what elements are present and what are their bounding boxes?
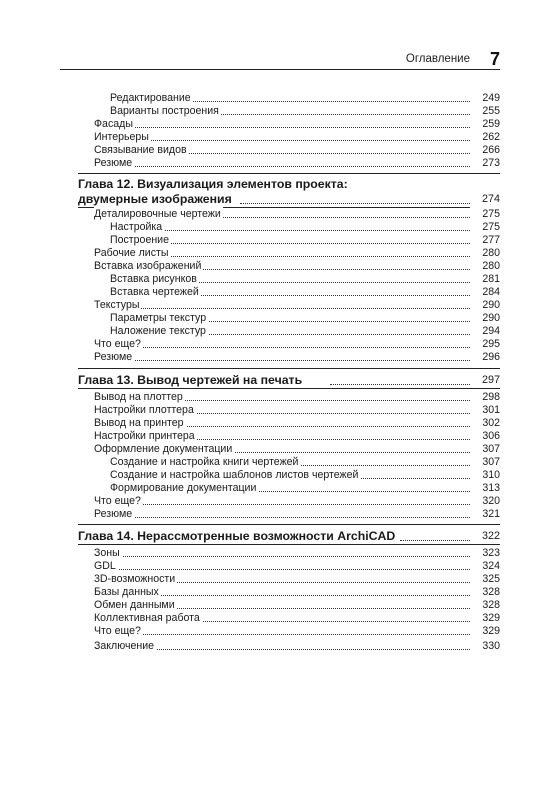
- toc-entry-page: 275: [470, 207, 500, 221]
- toc-entry[interactable]: [0, 298, 560, 312]
- toc-entry-label: Резюме: [94, 157, 133, 169]
- toc-entry[interactable]: [0, 572, 560, 586]
- toc-entry-label: Что еще?: [94, 495, 141, 507]
- toc-entry-label: Резюме: [94, 351, 133, 363]
- toc-entry[interactable]: [0, 611, 560, 625]
- toc-entry-page: 301: [470, 403, 500, 417]
- chapter-divider: [78, 173, 500, 174]
- toc-entry[interactable]: [0, 207, 560, 221]
- toc-entry-label: Построение: [110, 234, 169, 246]
- toc-entry-page: 296: [470, 350, 500, 364]
- toc-entry-label: Наложение текстур: [110, 325, 206, 337]
- running-head: [60, 51, 500, 70]
- toc-entry-label: Параметры текстур: [110, 312, 207, 324]
- toc-entry-page: 277: [470, 233, 500, 247]
- toc-entry-label: Интерьеры: [94, 131, 149, 143]
- toc-entry[interactable]: [0, 455, 560, 469]
- toc-entry-page: 290: [470, 311, 500, 325]
- toc-entry-label: Настройка: [110, 221, 163, 233]
- toc-entry[interactable]: [0, 337, 560, 351]
- toc-entry[interactable]: [0, 91, 560, 105]
- chapter-title-line: Глава 13. Вывод чертежей на печать: [78, 373, 303, 387]
- dot-leader: [400, 540, 472, 541]
- toc-entry[interactable]: [0, 220, 560, 234]
- toc-entry-page: 310: [470, 468, 500, 482]
- toc-entry-page: 266: [470, 143, 500, 157]
- toc-entry-page: 328: [470, 585, 500, 599]
- chapter-divider: [78, 368, 500, 369]
- toc-entry-label: Вывод на плоттер: [94, 391, 183, 403]
- toc-entry-page: 306: [470, 429, 500, 443]
- toc-entry[interactable]: [0, 259, 560, 273]
- toc-entry-page: 294: [470, 324, 500, 338]
- toc-entry-label: Коллективная работа: [94, 612, 200, 624]
- chapter-divider: [78, 388, 500, 389]
- dot-leader: [94, 347, 472, 348]
- toc-entry-page: 262: [470, 130, 500, 144]
- dot-leader: [240, 203, 472, 204]
- toc-entry[interactable]: [0, 324, 560, 338]
- toc-entry-label: Рабочие листы: [94, 247, 169, 259]
- toc-entry[interactable]: [0, 585, 560, 599]
- toc-entry[interactable]: [0, 598, 560, 612]
- chapter-page: 297: [470, 372, 500, 388]
- toc-entry-page: 329: [470, 624, 500, 638]
- toc-entry-page: 259: [470, 117, 500, 131]
- dot-leader: [94, 166, 472, 167]
- toc-entry[interactable]: [0, 233, 560, 247]
- dot-leader: [94, 556, 472, 557]
- toc-entry-page: 281: [470, 272, 500, 286]
- dot-leader: [94, 504, 472, 505]
- toc-entry[interactable]: [0, 143, 560, 157]
- toc-entry-page: 273: [470, 156, 500, 170]
- toc-entry-label: Связывание видов: [94, 144, 187, 156]
- toc-entry-label: Что еще?: [94, 338, 141, 350]
- toc-entry-page: 280: [470, 259, 500, 273]
- toc-entry[interactable]: [0, 494, 560, 508]
- toc-entry-page: 324: [470, 559, 500, 573]
- toc-entry-label: Что еще?: [94, 625, 141, 637]
- toc-entry[interactable]: [0, 468, 560, 482]
- toc-entry[interactable]: [0, 481, 560, 495]
- chapter-title-line: Глава 14. Нерассмотренные возможности ArchiCAD: [78, 529, 396, 543]
- page-number: 7: [489, 49, 500, 69]
- dot-leader: [94, 308, 472, 309]
- toc-entry-page: 328: [470, 598, 500, 612]
- toc-entry[interactable]: [0, 429, 560, 443]
- toc-entry-page: 295: [470, 337, 500, 351]
- toc-entry[interactable]: [0, 403, 560, 417]
- toc-entry-page: 302: [470, 416, 500, 430]
- dot-leader: [94, 517, 472, 518]
- dot-leader: [330, 384, 472, 385]
- toc-entry-label: Вывод на принтер: [94, 417, 184, 429]
- toc-entry-label: Резюме: [94, 508, 133, 520]
- chapter-page: 274: [470, 191, 500, 207]
- chapter-divider: [78, 544, 500, 545]
- dot-leader: [94, 634, 472, 635]
- toc-entry-page: 325: [470, 572, 500, 586]
- toc-entry-label: Вставка изображений: [94, 260, 202, 272]
- toc-entry-label: Текстуры: [94, 299, 140, 311]
- toc-entry-label: Создание и настройка книги чертежей: [110, 456, 299, 468]
- toc-entry-label: Базы данных: [94, 586, 159, 598]
- toc-entry[interactable]: [0, 117, 560, 131]
- toc-entry-page: 298: [470, 390, 500, 404]
- chapter-page: 322: [470, 528, 500, 544]
- toc-entry[interactable]: [0, 104, 560, 118]
- toc-entry-label: Фасады: [94, 118, 133, 130]
- toc-entry-label: Настройки плоттера: [94, 404, 194, 416]
- toc-entry[interactable]: [0, 442, 560, 456]
- chapter-title-line: Глава 12. Визуализация элементов проекта:: [78, 177, 348, 191]
- dot-leader: [94, 127, 472, 128]
- running-head-title: Оглавление: [405, 53, 470, 65]
- toc-entry-page: 275: [470, 220, 500, 234]
- toc-entry-page: 330: [470, 639, 500, 653]
- chapter-title-line: двумерные изображения: [78, 192, 232, 206]
- toc-entry-label: Деталировочные чертежи: [94, 208, 221, 220]
- toc-entry[interactable]: [0, 390, 560, 404]
- toc-entry-label: Варианты построения: [110, 105, 219, 117]
- toc-entry-label: Редактирование: [110, 92, 191, 104]
- toc-entry-page: 329: [470, 611, 500, 625]
- toc-entry[interactable]: [0, 246, 560, 260]
- toc-entry-conclusion[interactable]: [0, 639, 560, 653]
- chapter-divider: [78, 524, 500, 525]
- toc-entry-page: 280: [470, 246, 500, 260]
- toc-entry-page: 320: [470, 494, 500, 508]
- toc-entry[interactable]: [0, 156, 560, 170]
- toc-entry-page: 290: [470, 298, 500, 312]
- toc-entry-label: Оформление документации: [94, 443, 233, 455]
- toc-entry-page: 321: [470, 507, 500, 521]
- toc-entry-page: 307: [470, 442, 500, 456]
- toc-entry-label: Вставка чертежей: [110, 286, 199, 298]
- toc-entry[interactable]: [0, 350, 560, 364]
- toc-entry[interactable]: [0, 311, 560, 325]
- toc-entry[interactable]: [0, 546, 560, 560]
- toc-entry-label: Формирование документации: [110, 482, 257, 494]
- toc-entry-page: 323: [470, 546, 500, 560]
- toc-entry-label: Настройки принтера: [94, 430, 195, 442]
- dot-leader: [94, 569, 472, 570]
- toc-entry[interactable]: [0, 507, 560, 521]
- toc-entry[interactable]: [0, 130, 560, 144]
- dot-leader: [94, 360, 472, 361]
- toc-entry[interactable]: [0, 285, 560, 299]
- toc-entry-label: Зоны: [94, 547, 120, 559]
- toc-entry[interactable]: [0, 624, 560, 638]
- toc-entry-label: Создание и настройка шаблонов листов чертежей: [110, 469, 359, 481]
- toc-entry-label: Заключение: [94, 640, 155, 652]
- dot-leader: [110, 230, 472, 231]
- toc-entry[interactable]: [0, 559, 560, 573]
- toc-entry-page: 255: [470, 104, 500, 118]
- toc-entry-label: Вставка рисунков: [110, 273, 197, 285]
- toc-entry[interactable]: [0, 272, 560, 286]
- toc-entry[interactable]: [0, 416, 560, 430]
- toc-entry-page: 313: [470, 481, 500, 495]
- toc-entry-page: 307: [470, 455, 500, 469]
- toc-entry-page: 284: [470, 285, 500, 299]
- toc-entry-label: Обмен данными: [94, 599, 175, 611]
- toc-entry-label: 3D-возможности: [94, 573, 176, 585]
- toc-entry-page: 249: [470, 91, 500, 105]
- toc-entry-label: GDL: [94, 560, 116, 572]
